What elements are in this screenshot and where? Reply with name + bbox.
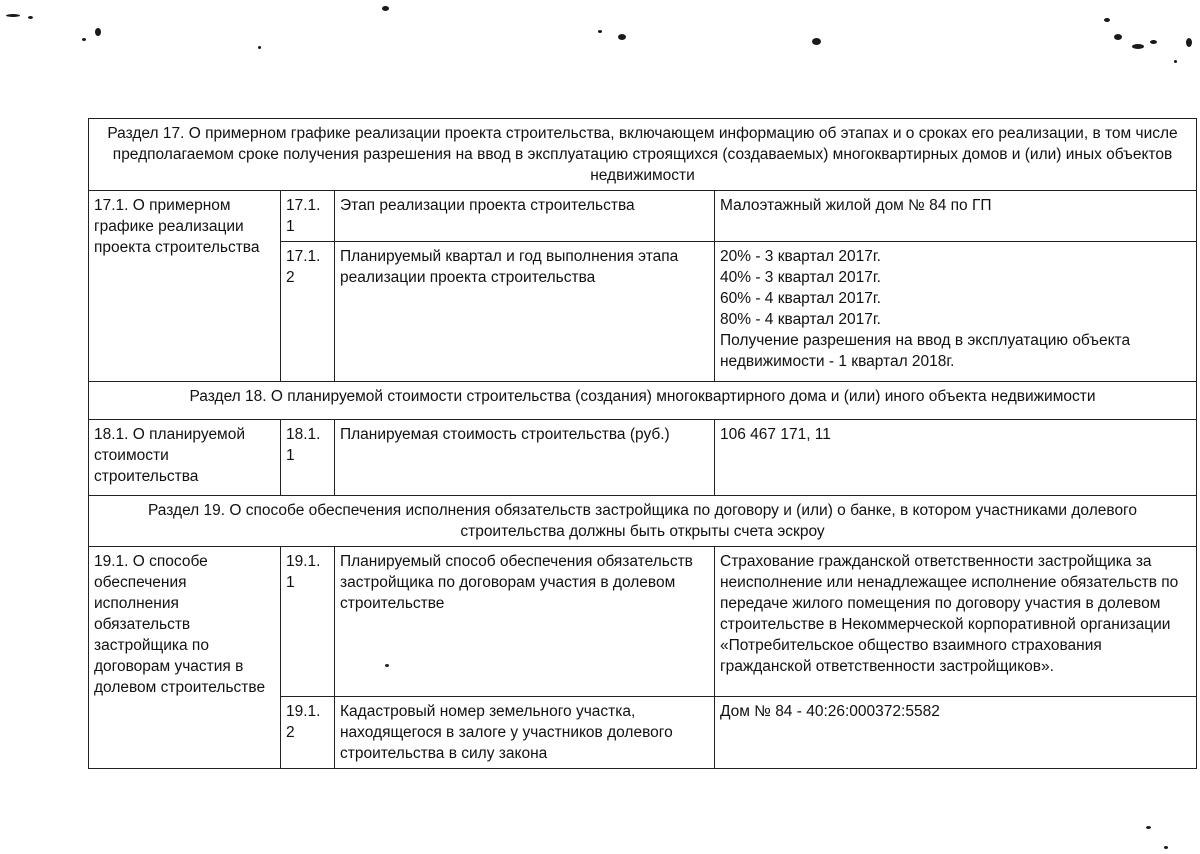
subsection-19-1: 19.1. О способе обеспечения исполнения обязательств застройщика по договорам участия в долевом строительстве [89, 547, 281, 769]
value-line: 106 467 171, 11 [720, 426, 831, 443]
row-label: Планируемая стоимость строительства (руб.) [335, 420, 715, 496]
value-line: 80% - 4 квартал 2017г. [720, 311, 881, 328]
value-line: Страхование гражданской ответственности застройщика за неисполнение или ненадлежащее исполнение обязательств по передаче жилого помещения по договору участия в долевом строительстве в Некоммерческой корпоративной организации «Потребительское общество взаимного страхования гражданской ответственности застройщиков». [720, 553, 1179, 675]
row-17-1-1 [89, 191, 1197, 242]
subsection-18-1: 18.1. О планируемой стоимости строительства [89, 420, 281, 496]
row-code: 17.1.2 [281, 242, 335, 382]
row-value [715, 547, 1197, 697]
row-code: 19.1.2 [281, 697, 335, 769]
row-label: Кадастровый номер земельного участка, находящегося в залоге у участников долевого строительства в силу закона [335, 697, 715, 769]
value-line: 20% - 3 квартал 2017г. [720, 248, 881, 265]
value-line: Получение разрешения на ввод в эксплуатацию объекта недвижимости - 1 квартал 2018г. [720, 332, 1131, 370]
value-line: Малоэтажный жилой дом № 84 по ГП [720, 197, 992, 214]
row-19-1-1 [89, 547, 1197, 697]
value-line: 40% - 3 квартал 2017г. [720, 269, 881, 286]
section-17-header-row [89, 119, 1197, 191]
subsection-17-1: 17.1. О примерном графике реализации проекта строительства [89, 191, 281, 382]
row-label: Планируемый способ обеспечения обязательств застройщика по договорам участия в долевом строительстве [335, 547, 715, 697]
row-value [715, 191, 1197, 242]
row-label: Этап реализации проекта строительства [335, 191, 715, 242]
value-line: Дом № 84 - 40:26:000372:5582 [720, 703, 940, 720]
row-code: 18.1.1 [281, 420, 335, 496]
row-code: 17.1.1 [281, 191, 335, 242]
value-line: 60% - 4 квартал 2017г. [720, 290, 881, 307]
row-label: Планируемый квартал и год выполнения этапа реализации проекта строительства [335, 242, 715, 382]
section-18-title: Раздел 18. О планируемой стоимости строительства (создания) многоквартирного дома и (или) иного объекта недвижимости [89, 382, 1197, 420]
row-value [715, 697, 1197, 769]
row-code: 19.1.1 [281, 547, 335, 697]
row-value [715, 420, 1197, 496]
disclosure-table [88, 118, 1197, 769]
section-19-title: Раздел 19. О способе обеспечения исполнения обязательств застройщика по договору и (или) о банке, в котором участниками долевого строительства должны быть открыты счета эскроу [89, 496, 1197, 547]
row-18-1-1 [89, 420, 1197, 496]
row-value [715, 242, 1197, 382]
scan-dot [385, 664, 389, 667]
section-18-header-row [89, 382, 1197, 420]
section-17-title: Раздел 17. О примерном графике реализации проекта строительства, включающем информацию об этапах и о сроках его реализации, в том числе предполагаемом сроке получения разрешения на ввод в эксплуатацию строящихся (создаваемых) многоквартирных домов и (или) иных объектов недвижимости [89, 119, 1197, 191]
section-19-header-row [89, 496, 1197, 547]
